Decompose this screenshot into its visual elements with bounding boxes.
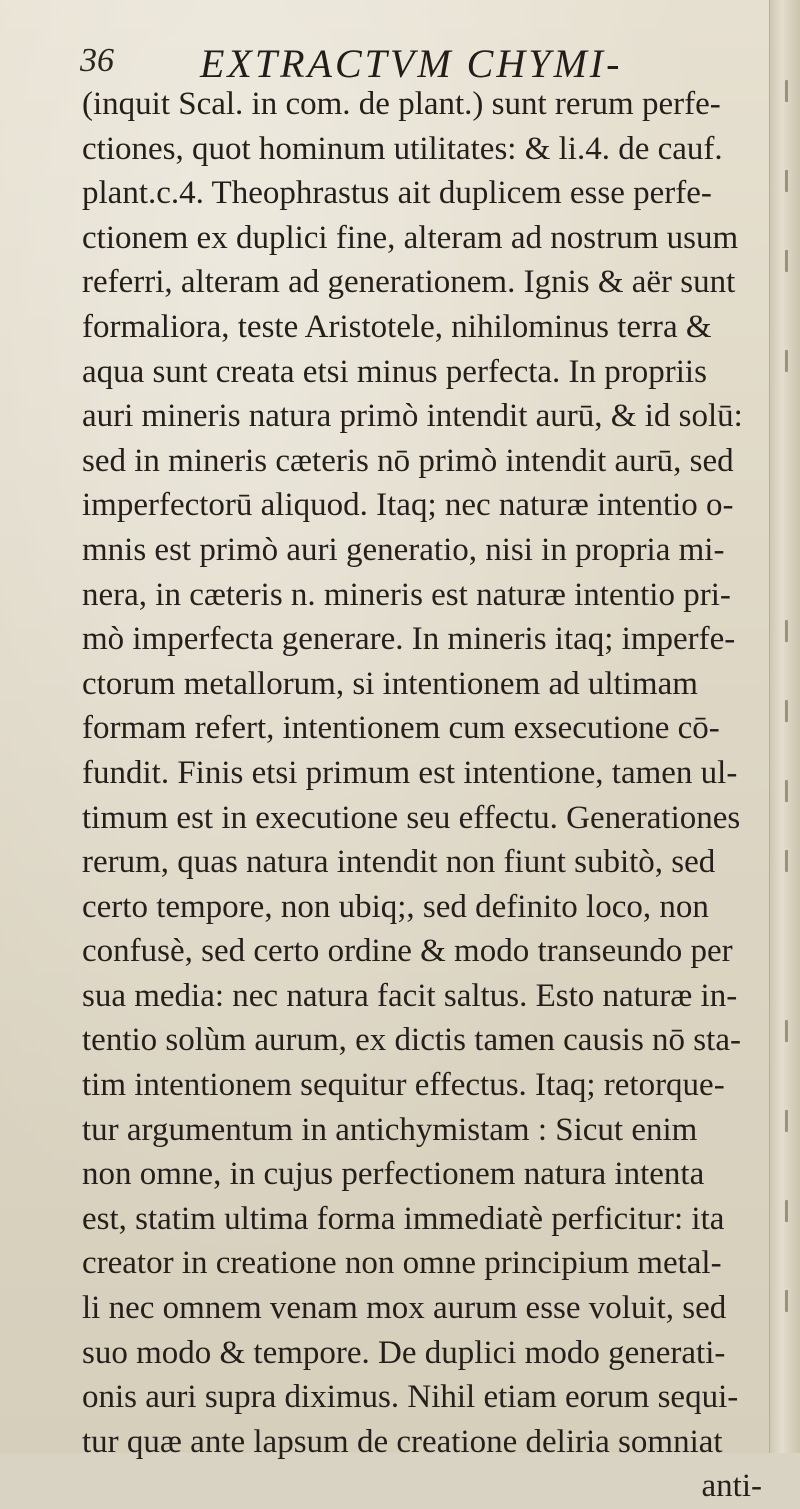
text-line: certo tempore, non ubiq;, sed definito loco, non <box>82 888 709 925</box>
text-line: mnis est primò auri generatio, nisi in propria mi- <box>82 531 725 568</box>
gutter-mark <box>785 170 788 192</box>
text-line: non omne, in cujus perfectionem natura intenta <box>82 1156 705 1193</box>
catchword: anti- <box>701 1468 762 1505</box>
gutter-mark <box>785 1020 788 1042</box>
body-text <box>82 82 768 1509</box>
text-line: suo modo & tempore. De duplici modo generati- <box>82 1334 726 1371</box>
gutter-mark <box>785 80 788 102</box>
text-line: mò imperfecta generare. In mineris itaq; imperfe- <box>82 621 736 658</box>
text-line: rerum, quas natura intendit non fiunt subitò, sed <box>82 844 716 881</box>
text-line: sed in mineris cæteris nō primò intendit aurū, sed <box>82 442 734 479</box>
text-line: (inquit Scal. in com. de plant.) sunt rerum perfe- <box>82 86 721 122</box>
text-line: aqua sunt creata etsi minus perfecta. In propriis <box>82 353 707 390</box>
text-line: timum est in executione seu effectu. Generationes <box>82 799 741 836</box>
text-line: sua media: nec natura facit saltus. Esto naturæ in- <box>82 977 738 1014</box>
running-head: EXTRACTVM CHYMI- <box>200 41 623 86</box>
text-line: formaliora, teste Aristotele, nihilominus terra & <box>82 308 712 345</box>
facing-page-edge <box>769 0 800 1453</box>
gutter-mark <box>785 1200 788 1222</box>
text-line: tentio solùm aurum, ex dictis tamen causis nō sta- <box>82 1022 741 1059</box>
text-line: tim intentionem sequitur effectus. Itaq; retorque- <box>82 1067 725 1104</box>
gutter-mark <box>785 850 788 872</box>
text-line: onis auri supra diximus. Nihil etiam eorum sequi- <box>82 1379 739 1416</box>
page-number: 36 <box>80 42 114 79</box>
text-line: auri mineris natura primò intendit aurū, & id solū: <box>82 398 743 435</box>
text-line: ctorum metallorum, si intentionem ad ultimam <box>82 665 698 702</box>
text-line: confusè, sed certo ordine & modo transeundo per <box>82 933 733 970</box>
gutter-mark <box>785 350 788 372</box>
text-line: plant.c.4. Theophrastus ait duplicem esse perfe- <box>82 175 712 212</box>
gutter-mark <box>785 1290 788 1312</box>
gutter-mark <box>785 700 788 722</box>
gutter-mark <box>785 620 788 642</box>
gutter-mark <box>785 780 788 802</box>
text-line: creator in creatione non omne principium metal- <box>82 1245 722 1282</box>
text-line: tur quæ ante lapsum de creatione deliria somniat <box>82 1423 723 1460</box>
text-line: nera, in cæteris n. mineris est naturæ intentio pri- <box>82 576 731 613</box>
gutter-mark <box>785 1110 788 1132</box>
text-line: imperfectorū aliquod. Itaq; nec naturæ intentio o- <box>82 487 734 524</box>
gutter-mark <box>785 250 788 272</box>
text-line: tur argumentum in antichymistam : Sicut enim <box>82 1111 698 1148</box>
text-line: formam refert, intentionem cum exsecutione cō- <box>82 710 720 747</box>
text-line: referri, alteram ad generationem. Ignis & aër sunt <box>82 264 736 301</box>
text-line: ctiones, quot hominum utilitates: & li.4. de cauf. <box>82 130 723 167</box>
text-line: est, statim ultima forma immediatè perficitur: ita <box>82 1200 725 1237</box>
text-line: fundit. Finis etsi primum est intentione, tamen ul- <box>82 754 738 791</box>
text-line: li nec omnem venam mox aurum esse voluit, sed <box>82 1290 727 1327</box>
text-line: ctionem ex duplici fine, alteram ad nostrum usum <box>82 219 739 256</box>
